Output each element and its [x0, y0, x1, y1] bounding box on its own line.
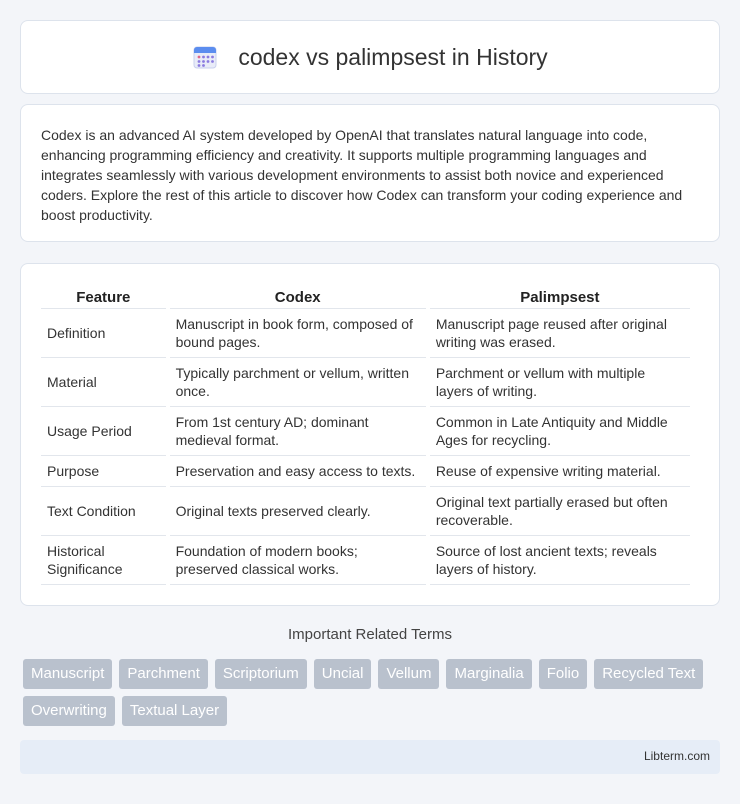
tag-uncial[interactable]: Uncial: [314, 659, 372, 689]
header-palimpsest: Palimpsest: [430, 286, 690, 309]
comparison-card: [20, 263, 720, 606]
footer: [20, 740, 720, 774]
table-row: [41, 536, 690, 585]
calendar-icon: [192, 43, 220, 71]
row-feature: Definition: [41, 309, 166, 358]
footer-site-link[interactable]: Libterm.com: [643, 749, 710, 763]
header-codex: Codex: [170, 286, 426, 309]
table-row: [41, 358, 690, 407]
row-codex: Preservation and easy access to texts.: [170, 456, 426, 487]
row-palimpsest: Original text partially erased but often recoverable.: [430, 487, 690, 536]
related-terms-heading: Important Related Terms: [288, 626, 452, 643]
table-row: [41, 407, 690, 456]
table-row: [41, 487, 690, 536]
row-codex: Original texts preserved clearly.: [170, 487, 426, 536]
row-codex: Manuscript in book form, composed of bound pages.: [170, 309, 426, 358]
tag-vellum[interactable]: Vellum: [378, 659, 439, 689]
related-terms-list: [23, 659, 723, 726]
row-palimpsest: Source of lost ancient texts; reveals layers of history.: [430, 536, 690, 585]
table-header-row: [41, 286, 690, 309]
tag-recycled-text[interactable]: Recycled Text: [594, 659, 703, 689]
row-palimpsest: Reuse of expensive writing material.: [430, 456, 690, 487]
intro-card: [20, 104, 720, 242]
tag-textual-layer[interactable]: Textual Layer: [122, 696, 227, 726]
tag-manuscript[interactable]: Manuscript: [23, 659, 112, 689]
tag-marginalia[interactable]: Marginalia: [446, 659, 531, 689]
intro-paragraph: Codex is an advanced AI system developed by OpenAI that translates natural language into code, enhancing programming efficiency and creativity. It supports multiple programming languages and integrates seamlessly with various development environments to assist both novice and experienced coders. Explore the rest of this article to discover how Codex can transform your coding experience and boost productivity.: [41, 127, 683, 223]
tag-folio[interactable]: Folio: [539, 659, 588, 689]
table-row: [41, 456, 690, 487]
row-palimpsest: Parchment or vellum with multiple layers of writing.: [430, 358, 690, 407]
row-palimpsest: Manuscript page reused after original writing was erased.: [430, 309, 690, 358]
row-codex: From 1st century AD; dominant medieval format.: [170, 407, 426, 456]
row-feature: Historical Significance: [41, 536, 166, 585]
title-wrap: [192, 43, 547, 71]
tag-scriptorium[interactable]: Scriptorium: [215, 659, 307, 689]
tag-overwriting[interactable]: Overwriting: [23, 696, 115, 726]
header-feature: Feature: [41, 286, 166, 309]
comparison-table: [37, 286, 694, 585]
row-feature: Text Condition: [41, 487, 166, 536]
title-card: [20, 20, 720, 94]
row-codex: Foundation of modern books; preserved classical works.: [170, 536, 426, 585]
row-feature: Purpose: [41, 456, 166, 487]
row-palimpsest: Common in Late Antiquity and Middle Ages for recycling.: [430, 407, 690, 456]
page-title: codex vs palimpsest in History: [238, 43, 548, 70]
tag-parchment[interactable]: Parchment: [119, 659, 208, 689]
table-row: [41, 309, 690, 358]
row-feature: Material: [41, 358, 166, 407]
row-codex: Typically parchment or vellum, written once.: [170, 358, 426, 407]
row-feature: Usage Period: [41, 407, 166, 456]
